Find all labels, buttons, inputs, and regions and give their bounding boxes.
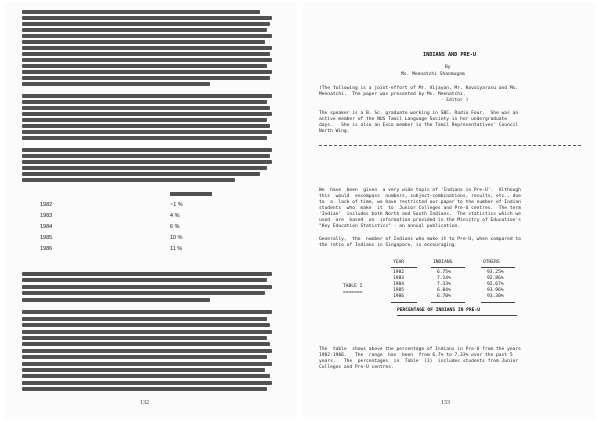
tamil-text-line [22,172,260,176]
table-row: 1984 6 % [40,224,180,230]
tamil-text-line [22,28,267,32]
tamil-text-line [22,82,210,86]
table-header-others: OTHERS [483,260,500,265]
table-cell: 93.30% [487,294,504,299]
tamil-text-line [22,124,270,128]
tamil-text-line [22,46,272,50]
editor-note-line: Meenatchi. The paper was presented by Ms. Meenatchi. [319,92,466,97]
table-header-year: YEAR [393,260,405,265]
table-row: 1983 4 % [40,213,180,219]
body-line: 'Indian' includes both North and South Indians. The statistics which we [319,212,521,217]
tamil-text-line [22,52,270,56]
tamil-text-line [22,272,272,276]
table-cell: 6.70% [437,294,451,299]
page-number: 133 [441,400,450,406]
editor-note-line: (The following is a joint-effort of Mr. Vijayan, Mr. Kovaiyarasu and Ms. [319,86,519,91]
tamil-text-line [22,16,272,20]
tamil-text-line [22,381,272,385]
tamil-text-line [22,374,270,378]
left-table-header [170,192,212,196]
tamil-text-line [22,22,270,26]
tamil-text-line [22,310,272,314]
tamil-text-line [22,362,272,366]
table-cell: 1982 [393,270,405,275]
table-cell: 93.96% [487,288,504,293]
article-title: INDIANS AND PRE-U [422,52,477,58]
left-page [4,2,296,420]
body-line: to a lack of time, we have restricted our paper to the number of Indian [319,200,521,205]
tamil-text-line [22,178,235,182]
table-cell: 1984 [393,282,405,287]
body-line: Colleges and Pre-U centres. [319,365,394,370]
tamil-text-line [22,118,267,122]
byline-by: By [445,65,451,70]
speaker-bio-line: North Wing. [319,129,350,134]
table-cell: 1983 [393,276,405,281]
tamil-text-line [22,94,272,98]
header-underline [431,267,465,268]
tamil-text-line [22,317,267,321]
tamil-text-line [22,298,210,302]
table-label-underline: ======= [343,290,363,295]
tamil-text-line [22,136,267,140]
body-line: We have been given a very wide topic of 'Indians in Pre-U'. Although [319,188,521,193]
table-cell: 7.33% [437,282,451,287]
table-label: TABLE I [343,284,363,289]
header-underline [391,267,417,268]
header-underline [481,267,515,268]
speaker-bio-line: days. She is also an Exco member in the Tamil Representatives' Council [319,123,519,128]
tamil-text-line [22,387,267,391]
table-cell: 92.86% [487,276,504,281]
tamil-text-line [22,154,270,158]
tamil-text-line [22,336,267,340]
table-footer-rule [481,302,515,303]
tamil-text-line [22,166,267,170]
speaker-bio-line: active member of the NUS Tamil Language Society in her undergraduate [319,117,508,122]
body-line: Generally, the number of Indians who make it to Pre-U, when compared to [319,237,521,242]
speaker-bio-line: The speaker is a B. Sc. graduate working in SBC. Radio Four. She was an [319,111,519,116]
tamil-text-line [22,323,270,327]
tamil-text-line [22,285,272,289]
tamil-text-line [22,148,272,152]
tamil-text-line [22,330,272,334]
table-row: 1985 10 % [40,235,183,241]
tamil-text-line [22,76,270,80]
table-cell: 92.67% [487,282,504,287]
table-caption: PERCENTAGE OF INDIANS IN PRE-U [397,308,480,313]
right-page [303,2,596,420]
tamil-text-line [22,130,272,134]
tamil-text-line [22,160,272,164]
table-cell: 6.75% [437,270,451,275]
page-number: 132 [140,400,149,406]
body-line: The table shows above the percentage of Indians in Pre-U from the years [319,347,521,352]
table-footer-rule [431,302,465,303]
table-cell: 6.04% [437,288,451,293]
table-row: 1982 ~1 % [40,202,183,208]
table-cell: 93.25% [487,270,504,275]
tamil-text-line [22,355,267,359]
tamil-text-line [22,349,272,353]
table-row: 1986 11 % [40,246,183,252]
table-cell: 1985 [393,288,405,293]
tamil-text-line [22,58,272,62]
tamil-text-line [22,291,265,295]
tamil-text-line [22,112,272,116]
tamil-text-line [22,40,265,44]
byline-author: Ms. Meenatchi Shanmugam [401,72,465,77]
body-line: 1982-1986. The range has been from 6.7% to 7.33% over the past 5 [319,353,513,358]
body-line: the ratio of Indians in Singapore, is encouraging. [319,243,458,248]
table-footer-rule [391,302,417,303]
table-header-indians: INDIANS [433,260,453,265]
tamil-text-line [22,10,260,14]
body-line: used are based on information provided in the Ministry of Education's [319,218,521,223]
body-line: this would encompass numbers, subject-combinations, results, etc., due [319,194,521,199]
table-cell: 1986 [393,294,405,299]
body-line: students who make it to Junior Colleges and Pre-U centres. The term [319,206,521,211]
tamil-text-line [22,368,265,372]
body-line: "Key Education Statistics" - an annual publication. [319,224,461,229]
tamil-text-line [22,342,270,346]
tamil-text-line [22,100,267,104]
editor-note-line: - Editor ) [319,98,469,103]
table-cell: 7.14% [437,276,451,281]
tamil-text-line [22,70,272,74]
section-divider [319,145,581,146]
tamil-text-line [22,34,272,38]
tamil-text-line [22,106,270,110]
caption-underline [397,315,517,316]
body-line: years. The percentages in Table (1) includes students from Junior [319,359,519,364]
tamil-text-line [22,64,267,68]
tamil-text-line [22,278,267,282]
